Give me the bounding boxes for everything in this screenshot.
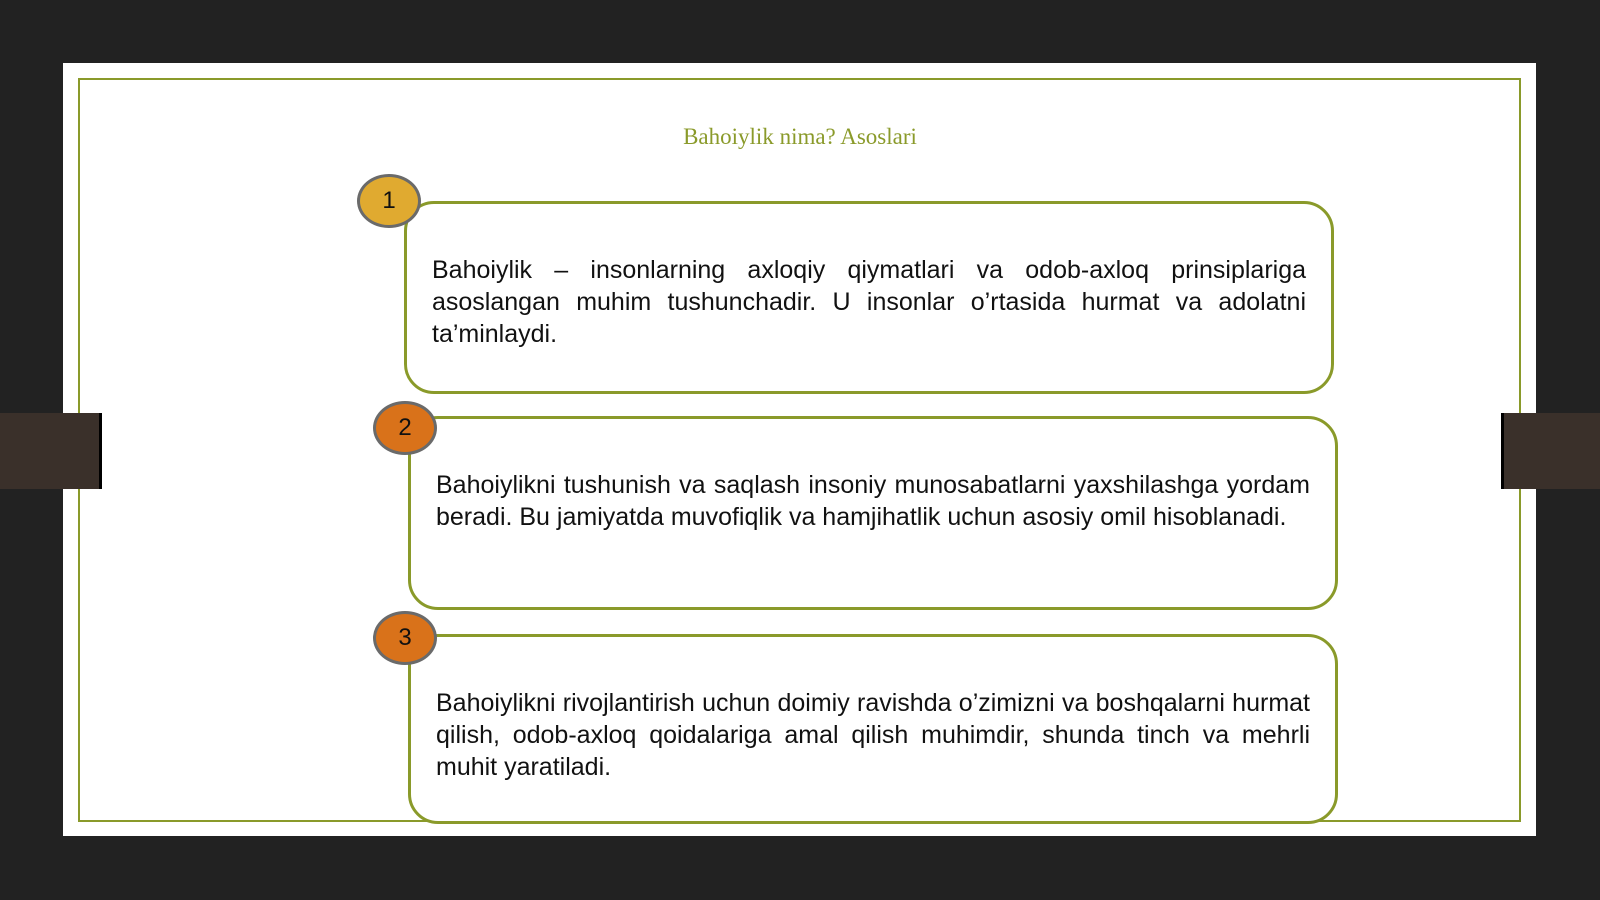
card-3-text: Bahoiylikni rivojlantirish uchun doimiy ravishda o’zimizni va boshqalarni hurmat qilish, odob-axloq qoidalariga amal qilish muhimdir, shunda tinch va mehrli muhit yaratiladi. bbox=[436, 689, 1310, 781]
card-1-text: Bahoiylik – insonlarning axloqiy qiymatlari va odob-axloq prinsiplariga asoslangan muhim tushunchadir. U insonlar o’rtasida hurmat va adolatni ta’minlaydi. bbox=[432, 256, 1306, 348]
number-badge-3: 3 bbox=[373, 611, 437, 665]
number-badge-2: 2 bbox=[373, 401, 437, 455]
content-card-1 bbox=[404, 201, 1334, 394]
content-card-2 bbox=[408, 416, 1338, 610]
content-card-3 bbox=[408, 634, 1338, 824]
left-side-tab bbox=[0, 413, 102, 489]
number-badge-1: 1 bbox=[357, 174, 421, 228]
slide-title: Bahoiylik nima? Asoslari bbox=[683, 124, 917, 149]
right-side-tab bbox=[1501, 413, 1600, 489]
card-2-text: Bahoiylikni tushunish va saqlash insoniy munosabatlarni yaxshilashga yordam beradi. Bu jamiyatda muvofiqlik va hamjihatlik uchun asosiy omil hisoblanadi. bbox=[436, 471, 1310, 531]
